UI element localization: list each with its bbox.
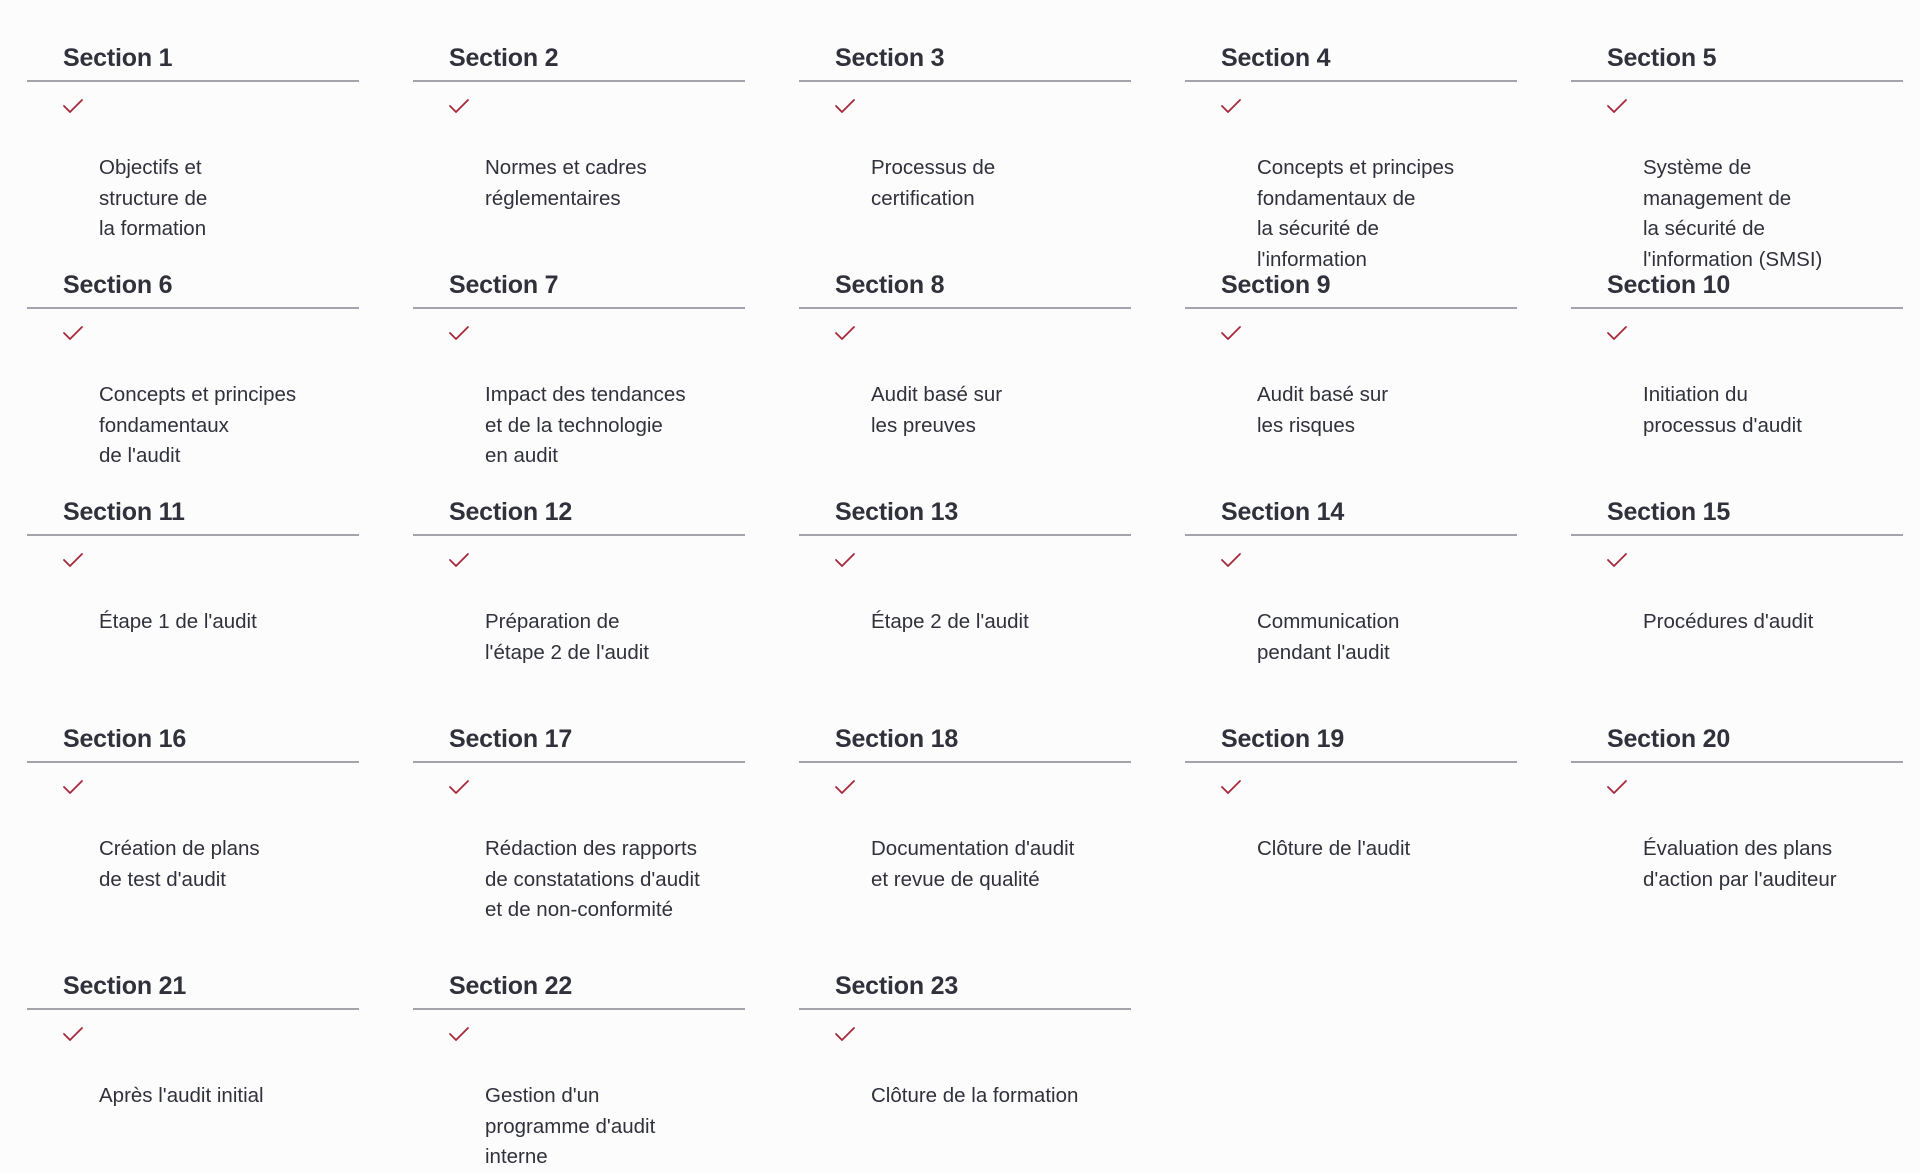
section-title: Section 14 [1221, 498, 1345, 526]
section-card [799, 964, 1131, 1112]
section-divider [799, 80, 1131, 82]
section-divider [799, 534, 1131, 536]
section-card [27, 717, 359, 895]
section-title: Section 5 [1607, 44, 1717, 72]
section-topic [413, 773, 745, 926]
section-topic-text: Impact des tendances et de la technologie en audit [485, 383, 686, 467]
section-topic [27, 546, 359, 638]
section-title: Section 16 [63, 725, 187, 753]
section-topic-text: Création de plans de test d'audit [99, 837, 260, 891]
section-card [1185, 36, 1517, 275]
section-divider [1185, 80, 1517, 82]
section-divider [27, 534, 359, 536]
section-divider [1185, 761, 1517, 763]
check-icon [1221, 98, 1241, 114]
check-icon [449, 98, 469, 114]
section-title: Section 18 [835, 725, 959, 753]
check-icon [1221, 552, 1241, 568]
section-card [413, 36, 745, 214]
section-topic [1571, 773, 1903, 895]
section-topic-text: Audit basé sur les preuves [871, 383, 1003, 437]
section-divider [1571, 80, 1903, 82]
section-topic-text: Processus de certification [871, 156, 996, 210]
section-topic-text: Rédaction des rapports de constatations d'audit et de non-conformité [485, 837, 700, 921]
section-title: Section 13 [835, 498, 959, 526]
section-card [1185, 490, 1517, 668]
section-topic [1571, 92, 1903, 275]
section-title: Section 22 [449, 972, 573, 1000]
section-topic [1571, 546, 1903, 638]
section-title: Section 4 [1221, 44, 1331, 72]
section-topic [1185, 546, 1517, 668]
section-title: Section 8 [835, 271, 945, 299]
check-icon [835, 552, 855, 568]
section-topic [1185, 773, 1517, 865]
section-card [799, 263, 1131, 441]
section-card [413, 964, 745, 1173]
section-card [413, 490, 745, 668]
section-topic [799, 546, 1131, 638]
section-topic-text: Après l'audit initial [99, 1084, 264, 1107]
section-topic [799, 319, 1131, 441]
section-topic-text: Concepts et principes fondamentaux de la sécurité de l'information [1257, 156, 1455, 271]
check-icon [835, 779, 855, 795]
section-card [1185, 717, 1517, 865]
section-topic-text: Étape 1 de l'audit [99, 610, 257, 633]
section-topic [799, 773, 1131, 895]
section-topic [1185, 92, 1517, 275]
section-divider [1571, 534, 1903, 536]
section-title: Section 9 [1221, 271, 1331, 299]
section-topic [1571, 319, 1903, 441]
section-topic-text: Étape 2 de l'audit [871, 610, 1029, 633]
section-topic [799, 1020, 1131, 1112]
section-divider [1571, 307, 1903, 309]
section-title: Section 15 [1607, 498, 1731, 526]
section-card [1571, 263, 1903, 441]
section-title: Section 7 [449, 271, 559, 299]
section-title: Section 19 [1221, 725, 1345, 753]
section-title: Section 1 [63, 44, 173, 72]
check-icon [63, 779, 83, 795]
section-title: Section 2 [449, 44, 559, 72]
check-icon [449, 779, 469, 795]
section-card [27, 490, 359, 638]
section-topic [413, 1020, 745, 1173]
section-title: Section 11 [63, 498, 185, 526]
section-topic-text: Clôture de la formation [871, 1084, 1079, 1107]
section-card [1571, 490, 1903, 638]
check-icon [1607, 98, 1627, 114]
section-topic-text: Objectifs et structure de la formation [99, 156, 208, 240]
section-title: Section 21 [63, 972, 187, 1000]
section-card [413, 263, 745, 472]
section-divider [799, 761, 1131, 763]
section-topic [27, 1020, 359, 1112]
section-title: Section 12 [449, 498, 573, 526]
check-icon [835, 325, 855, 341]
check-icon [63, 1026, 83, 1042]
check-icon [1607, 325, 1627, 341]
section-topic-text: Préparation de l'étape 2 de l'audit [485, 610, 649, 664]
check-icon [1607, 552, 1627, 568]
section-card [1571, 36, 1903, 275]
check-icon [449, 552, 469, 568]
section-topic [413, 319, 745, 472]
section-topic [413, 92, 745, 214]
section-divider [413, 80, 745, 82]
check-icon [835, 1026, 855, 1042]
check-icon [63, 98, 83, 114]
section-title: Section 20 [1607, 725, 1731, 753]
section-divider [413, 534, 745, 536]
section-divider [1185, 307, 1517, 309]
section-topic-text: Évaluation des plans d'action par l'auditeur [1643, 837, 1837, 891]
section-card [799, 490, 1131, 638]
section-card [1185, 263, 1517, 441]
section-divider [1185, 534, 1517, 536]
section-divider [413, 1008, 745, 1010]
check-icon [449, 325, 469, 341]
section-card [27, 263, 359, 472]
check-icon [449, 1026, 469, 1042]
section-divider [799, 307, 1131, 309]
section-card [1571, 717, 1903, 895]
section-topic-text: Procédures d'audit [1643, 610, 1814, 633]
section-topic-text: Clôture de l'audit [1257, 837, 1411, 860]
section-divider [413, 761, 745, 763]
section-divider [27, 761, 359, 763]
section-card [27, 964, 359, 1112]
section-card [27, 36, 359, 245]
section-topic [413, 546, 745, 668]
section-topic [27, 773, 359, 895]
section-divider [27, 80, 359, 82]
section-topic-text: Gestion d'un programme d'audit interne [485, 1084, 656, 1168]
section-topic-text: Audit basé sur les risques [1257, 383, 1389, 437]
section-divider [27, 307, 359, 309]
section-topic [27, 319, 359, 472]
section-title: Section 17 [449, 725, 573, 753]
section-topic [1185, 319, 1517, 441]
section-title: Section 10 [1607, 271, 1731, 299]
section-topic-text: Normes et cadres réglementaires [485, 156, 647, 210]
section-divider [1571, 761, 1903, 763]
section-topic-text: Documentation d'audit et revue de qualité [871, 837, 1075, 891]
check-icon [1607, 779, 1627, 795]
section-title: Section 3 [835, 44, 945, 72]
section-topic-text: Communication pendant l'audit [1257, 610, 1400, 664]
section-topic [799, 92, 1131, 214]
section-topic-text: Système de management de la sécurité de l'information (SMSI) [1643, 156, 1823, 271]
section-topic-text: Concepts et principes fondamentaux de l'audit [99, 383, 297, 467]
section-divider [413, 307, 745, 309]
check-icon [1221, 325, 1241, 341]
section-card [799, 717, 1131, 895]
section-divider [27, 1008, 359, 1010]
section-divider [799, 1008, 1131, 1010]
check-icon [63, 325, 83, 341]
section-title: Section 6 [63, 271, 173, 299]
section-title: Section 23 [835, 972, 959, 1000]
check-icon [1221, 779, 1241, 795]
check-icon [63, 552, 83, 568]
section-topic-text: Initiation du processus d'audit [1643, 383, 1802, 437]
section-card [799, 36, 1131, 214]
section-topic [27, 92, 359, 245]
check-icon [835, 98, 855, 114]
section-card [413, 717, 745, 926]
